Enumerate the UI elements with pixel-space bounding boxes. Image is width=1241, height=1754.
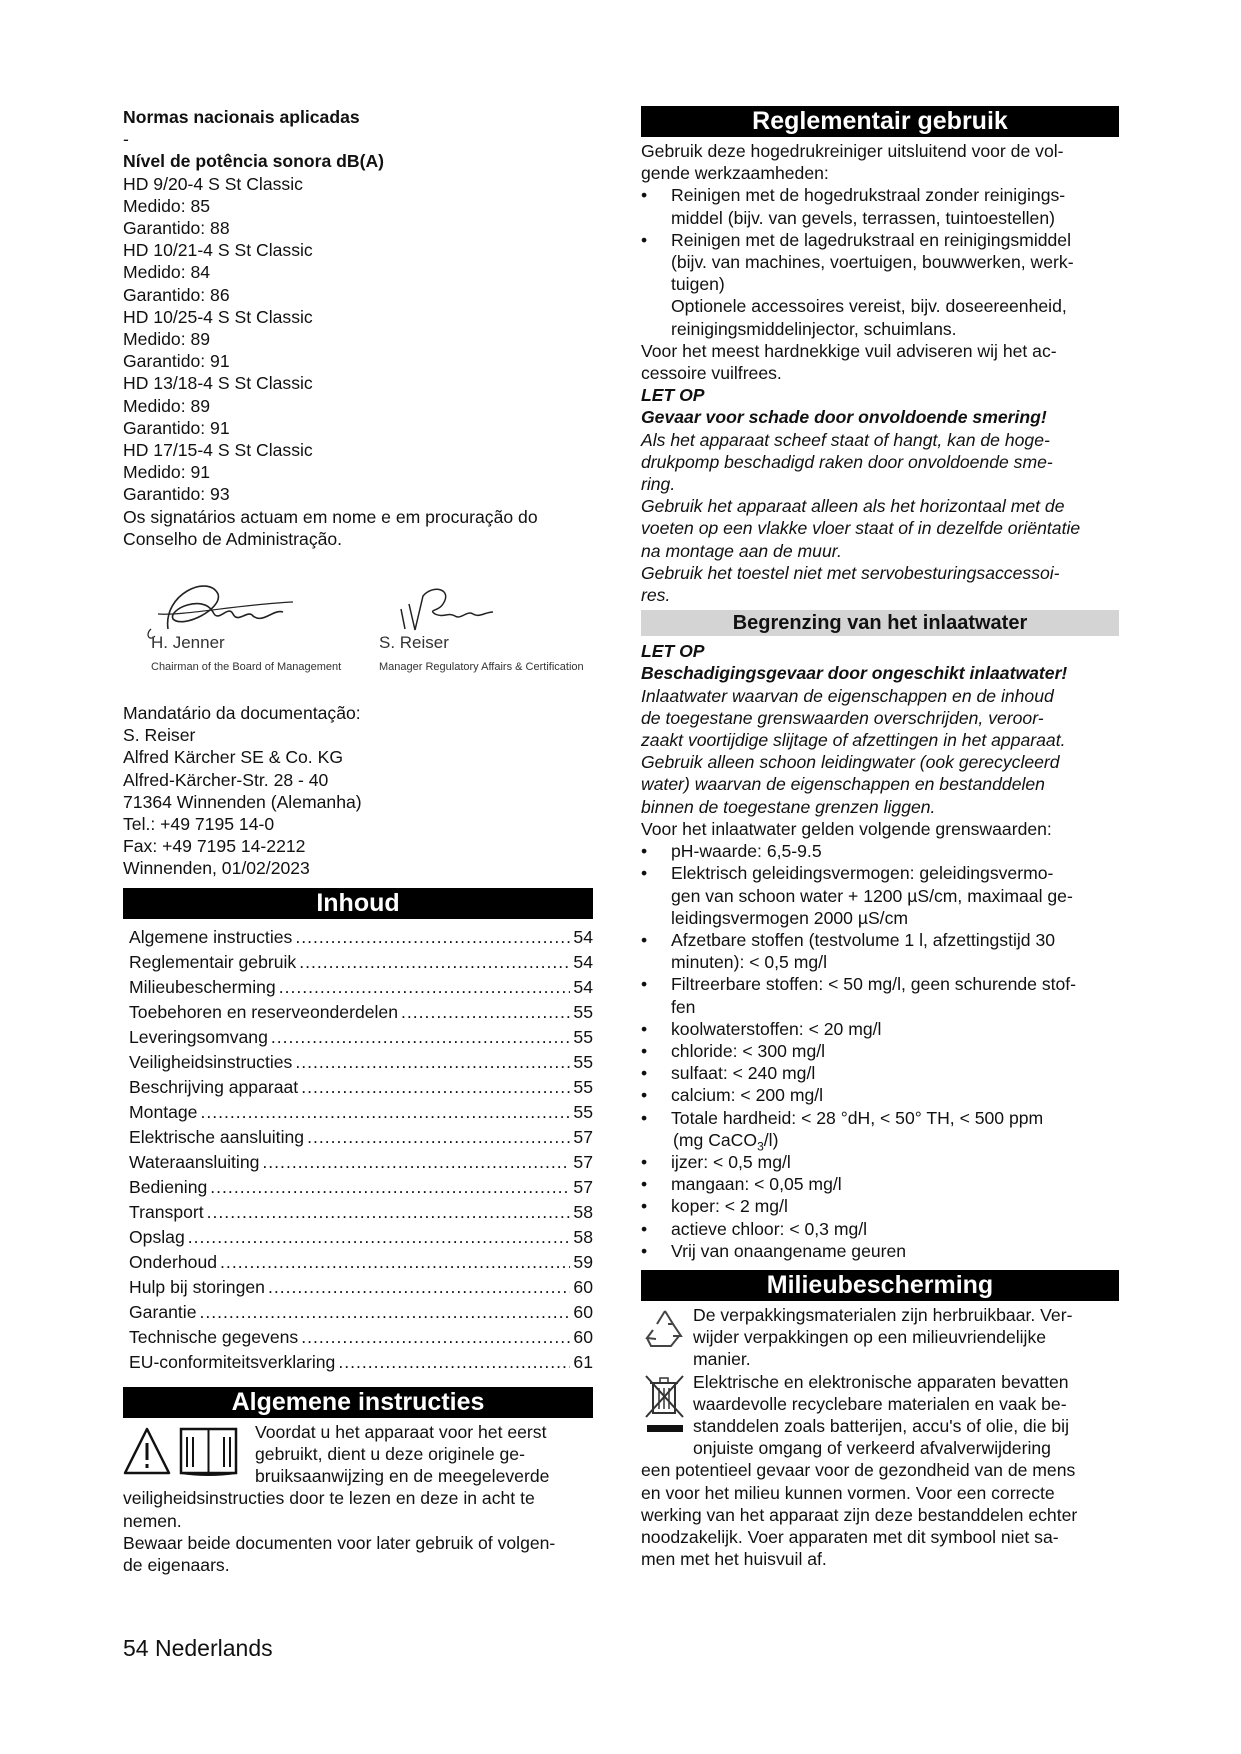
address-block — [123, 702, 593, 880]
milieu-recycle-block — [641, 1304, 1119, 1371]
reg-bullet-cont: tuigen) — [671, 274, 725, 295]
sound-line: Garantido: 86 — [123, 284, 230, 305]
address-line: S. Reiser — [123, 725, 196, 746]
milieu-line: Elektrische en elektronische apparaten bevatten — [693, 1371, 1069, 1392]
sound-line: Conselho de Administração. — [123, 528, 343, 549]
list-item: • Vrij van onaangename geuren — [641, 1240, 1119, 1262]
toc-entry[interactable]: Wateraansluiting ..... 57 — [129, 1150, 593, 1175]
sound-line: Os signatários actuam em nome e em procuração do — [123, 506, 538, 527]
letop-line: Gebruik alleen schoon leidingwater (ook gerecycleerd — [641, 752, 1060, 773]
list-item: • mangaan: < 0,05 mg/l — [641, 1173, 1119, 1195]
list-item: • Afzetbare stoffen (testvolume 1 l, afzettingstijd 30 — [641, 929, 1119, 951]
toc-entry[interactable]: EU-conformiteitsverklaring ..... 61 — [129, 1350, 593, 1375]
toc-entry[interactable]: Milieubescherming ..... 54 — [129, 975, 593, 1000]
milieu-line: noodzakelijk. Voer apparaten met dit symbool niet sa- — [641, 1526, 1059, 1547]
toc-entry[interactable]: Onderhoud ..... 59 — [129, 1250, 593, 1275]
table-of-contents — [129, 925, 593, 1375]
sound-line: Garantido: 88 — [123, 218, 230, 239]
algemene-line: de eigenaars. — [123, 1554, 230, 1575]
list-item: • sulfaat: < 240 mg/l — [641, 1062, 1119, 1084]
manual-book-icon — [181, 1429, 236, 1475]
signer2-name: S. Reiser — [379, 633, 449, 653]
list-item: • Elektrisch geleidingsvermogen: geleidingsvermo- — [641, 862, 1119, 884]
sound-line: Medido: 84 — [123, 262, 211, 283]
signer1-name: H. Jenner — [151, 633, 225, 653]
reg-bullet: • Reinigen met de lagedrukstraal en reinigingsmiddel — [641, 229, 1119, 251]
letop-line: na montage aan de muur. — [641, 540, 842, 561]
toc-entry[interactable]: Beschrijving apparaat ..... 55 — [129, 1075, 593, 1100]
letop-line: drukpomp beschadigd raken door onvoldoende sme- — [641, 451, 1053, 472]
list-item: • actieve chloor: < 0,3 mg/l — [641, 1218, 1119, 1240]
begrenzing-heading: Begrenzing van het inlaatwater — [641, 610, 1119, 636]
sound-line: Medido: 89 — [123, 395, 211, 416]
reg-intro-line: gende werkzaamheden: — [641, 163, 829, 184]
letop-line: zaakt voortijdige slijtage of afzettingen in het apparaat. — [641, 730, 1066, 751]
sound-line: Garantido: 91 — [123, 417, 230, 438]
algemene-icon-text — [123, 1421, 593, 1488]
toc-entry[interactable]: Hulp bij storingen ..... 60 — [129, 1275, 593, 1300]
toc-entry[interactable]: Elektrische aansluiting ..... 57 — [129, 1125, 593, 1150]
right-column — [641, 106, 1119, 1570]
milieu-line: werking van het apparaat zijn deze bestanddelen echter — [641, 1504, 1078, 1525]
sound-line: HD 9/20-4 S St Classic — [123, 173, 303, 194]
milieu-heading: Milieubescherming — [641, 1270, 1119, 1301]
toc-entry[interactable]: Algemene instructies ..... 54 — [129, 925, 593, 950]
milieu-line: De verpakkingsmaterialen zijn herbruikbaar. Ver- — [693, 1304, 1073, 1325]
reg-intro-line: Gebruik deze hogedrukreiniger uitsluitend voor de vol- — [641, 141, 1064, 161]
signer2-title: Manager Regulatory Affairs & Certification — [379, 661, 584, 674]
letop-line: de toegestane grenswaarden overschrijden, veroor- — [641, 707, 1044, 728]
address-line: 71364 Winnenden (Alemanha) — [123, 791, 362, 812]
toc-entry[interactable]: Reglementair gebruik ..... 54 — [129, 950, 593, 975]
letop-label: LET OP — [641, 385, 705, 406]
algemene-line: Voordat u het apparaat voor het eerst — [255, 1421, 547, 1442]
crossed-out-bin-icon — [643, 1373, 687, 1437]
algemene-line: bruiksaanwijzing en de meegeleverde — [255, 1466, 550, 1487]
normas-dash: - — [123, 129, 129, 150]
reg-bullet-cont: middel (bijv. van gevels, terrassen, tuintoestellen) — [671, 207, 1055, 228]
address-line: Fax: +49 7195 14-2212 — [123, 836, 306, 857]
algemene-heading: Algemene instructies — [123, 1387, 593, 1418]
reg-bullet-cont: reinigingsmiddelinjector, schuimlans. — [671, 318, 957, 339]
warning-and-manual-icons — [123, 1425, 243, 1481]
milieu-line: onjuiste omgang of verkeerd afvalverwijdering — [693, 1438, 1051, 1459]
list-item-cont: gen van schoon water + 1200 µS/cm, maximaal ge- — [671, 885, 1073, 906]
algemene-line: Bewaar beide documenten voor later gebruik of volgen- — [123, 1532, 556, 1553]
toc-entry[interactable]: Montage ..... 55 — [129, 1100, 593, 1125]
letop-line: binnen de toegestane grenzen liggen. — [641, 796, 936, 817]
inhoud-heading: Inhoud — [123, 888, 593, 919]
list-item: • calcium: < 200 mg/l — [641, 1084, 1119, 1106]
address-line: Mandatário da documentação: — [123, 703, 361, 724]
grens-intro: Voor het inlaatwater gelden volgende grenswaarden: — [641, 818, 1052, 839]
recycle-icon — [643, 1306, 687, 1350]
address-line: Tel.: +49 7195 14-0 — [123, 814, 275, 835]
sound-line: HD 10/21-4 S St Classic — [123, 240, 313, 261]
toc-entry[interactable]: Garantie ..... 60 — [129, 1300, 593, 1325]
signature-block — [123, 554, 593, 694]
letop-line: water) waarvan de eigenschappen en bestanddelen — [641, 774, 1045, 795]
milieu-line: en voor het milieu kunnen vormen. Voor een correcte — [641, 1482, 1055, 1503]
warning-triangle-icon — [125, 1429, 169, 1473]
left-column — [123, 106, 593, 1576]
list-item-cont: fen — [671, 996, 696, 1017]
toc-entry[interactable]: Veiligheidsinstructies ..... 55 — [129, 1050, 593, 1075]
sound-heading: Nível de potência sonora dB(A) — [123, 151, 385, 172]
reglementair-heading: Reglementair gebruik — [641, 106, 1119, 137]
sound-line: HD 13/18-4 S St Classic — [123, 373, 313, 394]
toc-entry[interactable]: Opslag ..... 58 — [129, 1225, 593, 1250]
reg-bullet-cont: Optionele accessoires vereist, bijv. doseereenheid, — [671, 296, 1067, 317]
toc-entry[interactable]: Leveringsomvang ..... 55 — [129, 1025, 593, 1050]
milieu-line: men met het huisvuil af. — [641, 1549, 827, 1570]
list-item: • pH-waarde: 6,5-9.5 — [641, 840, 1119, 862]
letop-line: voeten op een vlakke vloer staat of in dezelfde oriëntatie — [641, 518, 1081, 539]
list-item-cont: leidingsvermogen 2000 µS/cm — [671, 907, 909, 928]
milieu-line: standdelen zoals batterijen, accu's of olie, die bij — [693, 1415, 1069, 1436]
toc-entry[interactable]: Toebehoren en reserveonderdelen ..... 55 — [129, 1000, 593, 1025]
normas-heading: Normas nacionais aplicadas — [123, 107, 360, 127]
page-number: 54 — [123, 1635, 149, 1661]
sound-line: Medido: 91 — [123, 462, 211, 483]
list-item: • koolwaterstoffen: < 20 mg/l — [641, 1018, 1119, 1040]
sound-line: HD 17/15-4 S St Classic — [123, 440, 313, 461]
list-item: • Filtreerbare stoffen: < 50 mg/l, geen schurende stof- — [641, 973, 1119, 995]
letop-label: LET OP — [641, 641, 705, 662]
address-line: Alfred Kärcher SE & Co. KG — [123, 747, 344, 768]
milieu-line: een potentieel gevaar voor de gezondheid van de mens — [641, 1460, 1076, 1481]
footer-language: Nederlands — [154, 1635, 273, 1661]
algemene-line: veiligheidsinstructies door te lezen en deze in acht te — [123, 1488, 535, 1509]
letop-line: Gebruik het apparaat alleen als het horizontaal met de — [641, 496, 1065, 517]
sound-line: HD 10/25-4 S St Classic — [123, 306, 313, 327]
address-line: Alfred-Kärcher-Str. 28 - 40 — [123, 769, 329, 790]
milieu-line: waardevolle recyclebare materialen en vaak be- — [693, 1393, 1067, 1414]
list-item: • chloride: < 300 mg/l — [641, 1040, 1119, 1062]
grens-list — [641, 840, 1119, 1262]
toc-entry[interactable]: Technische gegevens ..... 60 — [129, 1325, 593, 1350]
reg-bullet: • Reinigen met de hogedrukstraal zonder reinigings- — [641, 184, 1119, 206]
letop-line: Gebruik het toestel niet met servobesturingsaccessoi- — [641, 562, 1060, 583]
letop-line: ring. — [641, 474, 676, 495]
algemene-line: nemen. — [123, 1510, 182, 1531]
page-footer — [123, 1635, 273, 1662]
list-item: • koper: < 2 mg/l — [641, 1195, 1119, 1217]
algemene-line: gebruikt, dient u deze originele ge- — [255, 1443, 525, 1464]
milieu-line: wijder verpakkingen op een milieuvriendelijke — [693, 1327, 1047, 1348]
reg-after-line: cessoire vuilfrees. — [641, 363, 782, 384]
letop-line: Als het apparaat scheef staat of hangt, kan de hoge- — [641, 429, 1050, 450]
signer1-title: Chairman of the Board of Management — [151, 661, 342, 674]
milieu-line: manier. — [693, 1349, 751, 1370]
letop-line: Inlaatwater waarvan de eigenschappen en de inhoud — [641, 685, 1054, 706]
letop-title: Beschadigingsgevaar door ongeschikt inlaatwater! — [641, 663, 1068, 684]
letop-line: res. — [641, 585, 671, 606]
toc-entry[interactable]: Bediening ..... 57 — [129, 1175, 593, 1200]
reg-after-line: Voor het meest hardnekkige vuil adviseren wij het ac- — [641, 340, 1057, 361]
sound-line: Medido: 89 — [123, 329, 211, 350]
sound-line: Garantido: 91 — [123, 351, 230, 372]
list-item-cont: (mg CaCO$_3$/l) — [673, 1129, 779, 1154]
list-item-cont: minuten): < 0,5 mg/l — [671, 952, 827, 973]
address-line: Winnenden, 01/02/2023 — [123, 858, 310, 879]
sound-line: Garantido: 93 — [123, 484, 230, 505]
sound-values — [123, 173, 593, 550]
list-item: • ijzer: < 0,5 mg/l — [641, 1151, 1119, 1173]
toc-entry[interactable]: Transport ..... 58 — [129, 1200, 593, 1225]
sound-line: Medido: 85 — [123, 195, 211, 216]
list-item: • Totale hardheid: < 28 °dH, < 50° TH, < 500 ppm — [641, 1107, 1119, 1129]
reg-bullet-cont: (bijv. van machines, voertuigen, bouwwerken, werk- — [671, 252, 1074, 273]
milieu-weee-block — [641, 1371, 1119, 1460]
letop-title: Gevaar voor schade door onvoldoende smering! — [641, 407, 1047, 428]
